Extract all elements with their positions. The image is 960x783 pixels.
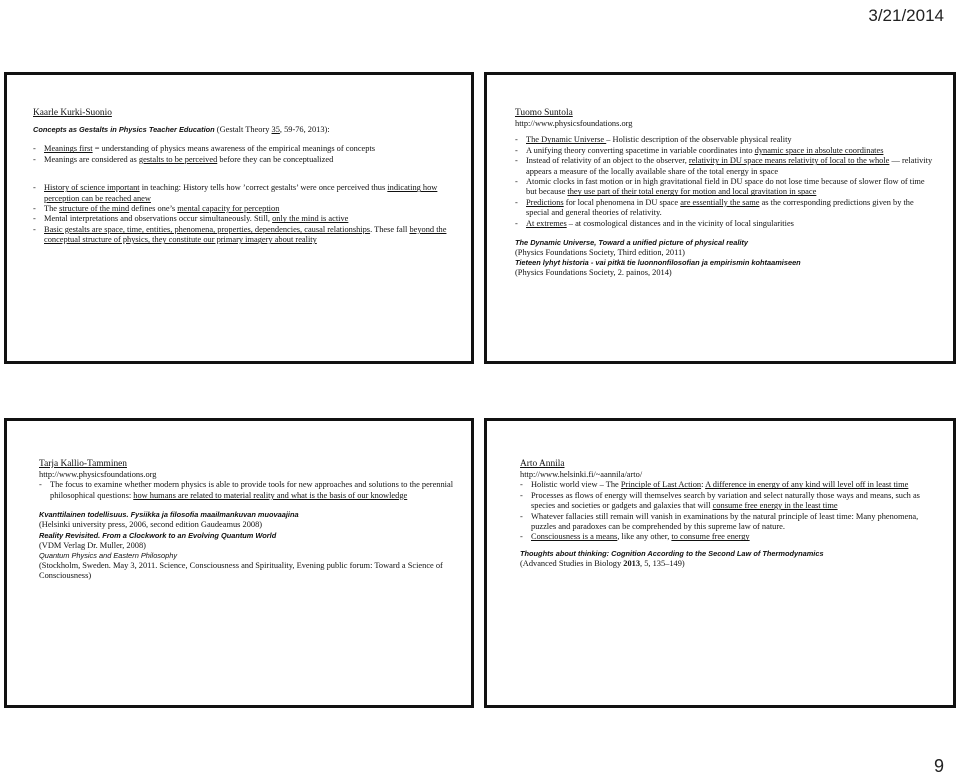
author-name: Arto Annila [520,459,565,469]
book-title: Kvanttilainen todellisuus. Fysiikka ja filosofia maailmankuvan muovaajina [39,510,299,520]
author-name: Tarja Kallio-Tamminen [39,459,127,469]
list-item: - Basic gestalts are space, time, entities, phenomena, properties, dependencies, causal relationships. These fall beyond the conceptual structure of physics, they constitute our primary imagery about reality [33,225,451,246]
book-title: The Dynamic Universe, Toward a unified picture of physical reality [515,238,749,248]
slide-kurki-suonio [4,72,474,364]
book-publisher: (Advanced Studies in Biology 2013, 5, 135–149) [520,558,685,568]
slide-kallio-tamminen [4,418,474,708]
list-item: - Whatever fallacies still remain will vanish in examinations by the natural principle of least time: Many phenomena, puzzles and paradoxes can be comprehended by this supreme law of nature. [520,512,940,533]
list-item: - At extremes – at cosmological distances and in the vicinity of local singularities [515,219,935,229]
slide-annila [484,418,956,708]
book-title: Tieteen lyhyt historia - vai pitkä tie luonnonfilosofian ja empirismin kohtaamiseen [515,258,801,268]
slide-content [520,459,940,569]
citation: Concepts as Gestalts in Physics Teacher Education (Gestalt Theory 35, 59-76, 2013): [33,125,330,134]
list-item: - Consciousness is a means, like any other, to consume free energy [520,532,940,542]
list-item: - The structure of the mind defines one’s mental capacity for perception [33,204,451,214]
book-title: Quantum Physics and Eastern Philosophy [39,551,178,561]
book-publisher: (Physics Foundations Society, 2. painos, 2014) [515,268,672,278]
handout-date: 3/21/2014 [868,6,944,25]
book-publisher: (Helsinki university press, 2006, second edition Gaudeamus 2008) [39,520,263,530]
slide-content [39,459,459,582]
bullet-list [33,144,451,165]
bullet-list [515,135,935,229]
book-publisher: (VDM Verlag Dr. Muller, 2008) [39,540,146,550]
slide-content [33,108,451,246]
book-title: Thoughts about thinking: Cognition According to the Second Law of Thermodynamics [520,548,824,558]
list-item: - History of science important in teaching: History tells how ’correct gestalts’ were once perceived thus indicating how perception can be reached anew [33,183,451,204]
page-number: 9 [933,756,944,776]
author-name: Kaarle Kurki-Suonio [33,108,112,118]
list-item: - Meanings are considered as gestalts to be perceived before they can be conceptualized [33,155,451,165]
list-item: - Atomic clocks in fast motion or in high gravitational field in DU space do not lose time because of slower flow of time but because they use part of their total energy for motion and local gravitation in space [515,177,935,198]
author-url[interactable]: http://www.physicsfoundations.org [39,470,157,479]
bullet-list [520,480,940,542]
list-item: - A unifying theory converting spacetime in variable coordinates into dynamic space in absolute coordinates [515,146,935,156]
book-publisher: (Stockholm, Sweden. May 3, 2011. Science, Consciousness and Spirituality, Evening public forum: Toward a Science of Consciousness) [39,561,443,581]
list-item: - The Dynamic Universe – Holistic description of the observable physical reality [515,135,935,145]
list-item: - The focus to examine whether modern physics is able to provide tools for new approaches and solutions to the perennial philosophical questions: how humans are related to material reality and what is the basis of our knowledge [39,480,459,501]
book-title: Reality Revisited. From a Clockwork to an Evolving Quantum World [39,530,277,540]
author-name: Tuomo Suntola [515,108,573,118]
bullet-list [33,183,451,245]
list-item: - Holistic world view – The Principle of Last Action: A difference in energy of any kind will level off in least time [520,480,940,490]
list-item: - Instead of relativity of an object to the observer, relativity in DU space means relativity of local to the whole — relativity appears a measure of the locally available share of the total energy in space [515,156,935,177]
slide-suntola [484,72,956,364]
bullet-list [39,480,459,501]
list-item: - Processes as flows of energy will themselves search by variation and select naturally those ways and means, such as species and societies or gadgets and galaxies that will consume free energy in the least time [520,491,940,512]
list-item: - Meanings first = understanding of physics means awareness of the empirical meanings of concepts [33,144,451,154]
book-publisher: (Physics Foundations Society, Third edition, 2011) [515,248,685,258]
author-url[interactable]: http://www.helsinki.fi/~aannila/arto/ [520,470,643,479]
list-item: - Predictions for local phenomena in DU space are essentially the same as the corresponding predictions given by the special and general theories of relativity. [515,198,935,219]
author-url[interactable]: http://www.physicsfoundations.org [515,119,633,128]
slide-content [515,108,935,279]
list-item: - Mental interpretations and observations occur simultaneously. Still, only the mind is active [33,214,451,224]
